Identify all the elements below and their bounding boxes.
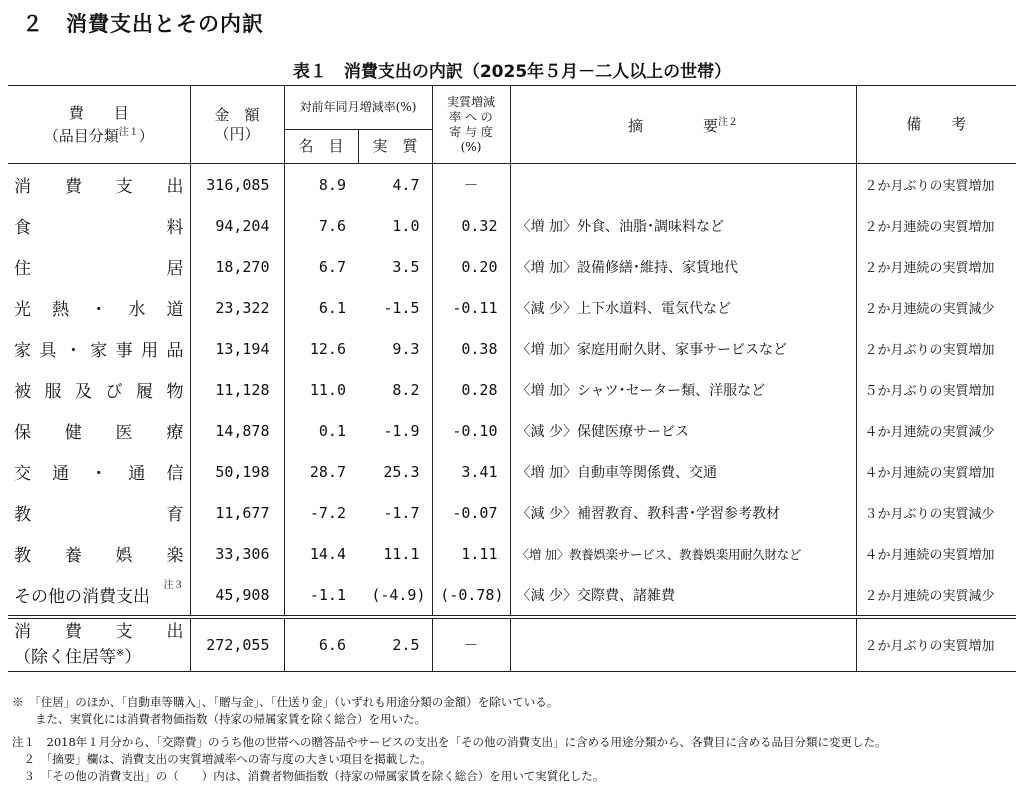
row-real: -1.7 xyxy=(383,503,420,522)
table-row xyxy=(8,164,1016,206)
row-amount: 45,908 xyxy=(190,574,284,617)
row-remark: ２か月ぶりの実質増加 xyxy=(864,343,995,358)
row-nominal: 7.6 xyxy=(318,216,346,235)
table-row-excluding-housing xyxy=(8,617,1016,671)
row-summary: 〈減 少〉保健医療サービス xyxy=(510,410,856,451)
row-summary: 〈増 加〉教養娯楽サービス、教養娯楽用耐久財など xyxy=(510,533,856,574)
header-nominal: 名 目 xyxy=(284,130,358,164)
table-caption: 表１ 消費支出の内訳（2025年５月－二人以上の世帯） xyxy=(292,62,732,82)
table-row xyxy=(8,246,1016,287)
row-real: 9.3 xyxy=(392,339,420,358)
row-nominal: -7.2 xyxy=(309,503,346,522)
row-amount: 50,198 xyxy=(190,451,284,492)
table-row xyxy=(8,533,1016,574)
row-remark: ２か月ぶりの実質増加 xyxy=(856,617,1016,671)
note-line: ２ 「摘要」欄は、消費支出の実質増減率への寄与度の大きい項目を掲載した。 xyxy=(12,752,432,766)
row-summary: 〈増 加〉設備修繕･維持、家賃地代 xyxy=(510,246,856,287)
row-amount: 14,878 xyxy=(190,410,284,451)
row-real: (-4.9) xyxy=(371,585,426,604)
row-contribution: 3.41 xyxy=(432,451,510,492)
row-real: 8.2 xyxy=(392,380,420,399)
row-remark: ５か月ぶりの実質増加 xyxy=(864,384,995,399)
header-real: 実 質 xyxy=(358,130,432,164)
row-name: 食料 xyxy=(8,205,190,246)
row-remark: ４か月連続の実質増加 xyxy=(864,548,995,563)
row-nominal: 0.1 xyxy=(318,421,346,440)
footnotes xyxy=(12,694,1012,785)
row-summary: 〈増 加〉家庭用耐久財、家事サービスなど xyxy=(510,328,856,369)
row-nominal: 6.7 xyxy=(318,257,346,276)
row-remark: ４か月連続の実質減少 xyxy=(864,425,995,440)
header-contribution: 実質増減 率 へ の 寄 与 度 (%) xyxy=(432,86,510,164)
note-line: また、実質化には消費者物価指数（持家の帰属家賃を除く総合）を用いた。 xyxy=(12,712,426,726)
header-remarks: 備 考 xyxy=(856,86,1016,164)
row-remark: ４か月連続の実質増加 xyxy=(864,466,995,481)
row-name: 交通・通信 xyxy=(8,451,190,492)
row-name: 教養娯楽 xyxy=(8,533,190,574)
row-remark: ２か月ぶりの実質増加 xyxy=(864,179,995,194)
row-remark: ２か月連続の実質減少 xyxy=(864,302,995,317)
table-row xyxy=(8,410,1016,451)
row-remark: ２か月連続の実質増加 xyxy=(864,261,995,276)
row-remark: ３か月ぶりの実質減少 xyxy=(864,507,995,522)
row-real: 3.5 xyxy=(392,257,420,276)
note-line: ※ 「住居」のほか、「自動車等購入」、「贈与金」、「仕送り金」（いずれも用途分類の金額）を除いている。 xyxy=(12,695,559,709)
note-line: ３ 「その他の消費支出」の（ ）内は、消費者物価指数（持家の帰属家賃を除く総合）を用いて実質化した。 xyxy=(12,769,605,783)
row-contribution: -0.11 xyxy=(432,287,510,328)
row-summary: 〈減 少〉補習教育、教科書･学習参考教材 xyxy=(510,492,856,533)
expenditure-table xyxy=(8,85,1016,672)
row-amount: 272,055 xyxy=(190,617,284,671)
header-row-1 xyxy=(8,86,1016,130)
table-row xyxy=(8,369,1016,410)
row-real: -1.5 xyxy=(383,298,420,317)
row-summary: 〈増 加〉自動車等関係費、交通 xyxy=(510,451,856,492)
row-summary xyxy=(510,164,856,206)
row-nominal: 28.7 xyxy=(309,462,346,481)
row-amount: 13,194 xyxy=(190,328,284,369)
row-contribution: (-0.78) xyxy=(432,574,510,617)
row-contribution: 0.38 xyxy=(432,328,510,369)
row-contribution: 1.11 xyxy=(432,533,510,574)
header-summary: 摘 要$^{注2}$ xyxy=(510,86,856,164)
row-summary: 〈減 少〉交際費、諸雑費 xyxy=(510,574,856,617)
row-amount: 33,306 xyxy=(190,533,284,574)
note-line: 注１ 2018年１月分から、「交際費」のうち他の世帯への贈答品やサービスの支出を「その他の消費支出」に含める用途分類から、各費目に含める品目分類に変更した。 xyxy=(12,735,887,749)
row-summary xyxy=(510,617,856,671)
row-nominal: 11.0 xyxy=(309,380,346,399)
row-real: 11.1 xyxy=(383,544,420,563)
row-contribution: 0.32 xyxy=(432,205,510,246)
row-name: 消費支出 （除く住居等※） xyxy=(8,617,190,671)
row-name: 被服及び履物 xyxy=(8,369,190,410)
row-contribution: -0.07 xyxy=(432,492,510,533)
row-nominal: 12.6 xyxy=(309,339,346,358)
table-row xyxy=(8,328,1016,369)
row-amount: 94,204 xyxy=(190,205,284,246)
header-item: 費 目 （品目分類$^{注1}$） xyxy=(8,86,190,164)
row-name: 住居 xyxy=(8,246,190,287)
row-summary: 〈減 少〉上下水道料、電気代など xyxy=(510,287,856,328)
row-summary: 〈増 加〉外食、油脂･調味料など xyxy=(510,205,856,246)
row-real: 4.7 xyxy=(392,175,420,194)
row-nominal: 14.4 xyxy=(309,544,346,563)
table-row xyxy=(8,492,1016,533)
row-name: 家具・家事用品 xyxy=(8,328,190,369)
row-real: -1.9 xyxy=(383,421,420,440)
section-heading: ２ 消費支出とその内訳 xyxy=(22,12,264,36)
row-contribution: 0.20 xyxy=(432,246,510,287)
row-amount: 11,677 xyxy=(190,492,284,533)
table-row xyxy=(8,205,1016,246)
row-remark: ２か月連続の実質減少 xyxy=(864,589,995,604)
row-nominal: 6.6 xyxy=(284,617,358,671)
row-amount: 18,270 xyxy=(190,246,284,287)
row-name: 保健医療 xyxy=(8,410,190,451)
row-name: その他の消費支出 注３ xyxy=(8,574,190,617)
row-contribution: － xyxy=(432,164,510,206)
row-amount: 11,128 xyxy=(190,369,284,410)
table-row xyxy=(8,574,1016,617)
header-yoy: 対前年同月増減率(%) xyxy=(284,86,432,130)
row-real: 25.3 xyxy=(383,462,420,481)
row-real: 2.5 xyxy=(358,617,432,671)
row-real: 1.0 xyxy=(392,216,420,235)
row-amount: 23,322 xyxy=(190,287,284,328)
row-summary: 〈増 加〉シャツ･セーター類、洋服など xyxy=(510,369,856,410)
row-nominal: -1.1 xyxy=(309,585,346,604)
row-nominal: 8.9 xyxy=(318,175,346,194)
row-name: 教育 xyxy=(8,492,190,533)
row-contribution: -0.10 xyxy=(432,410,510,451)
row-name-note: 注３ xyxy=(163,580,184,591)
table-row xyxy=(8,287,1016,328)
row-nominal: 6.1 xyxy=(318,298,346,317)
row-name: 消費支出 xyxy=(8,164,190,206)
row-contribution: － xyxy=(432,617,510,671)
row-remark: ２か月連続の実質増加 xyxy=(864,220,995,235)
row-amount: 316,085 xyxy=(190,164,284,206)
row-contribution: 0.28 xyxy=(432,369,510,410)
row-name: 光熱・水道 xyxy=(8,287,190,328)
header-amount: 金 額 （円） xyxy=(190,86,284,164)
table-row xyxy=(8,451,1016,492)
